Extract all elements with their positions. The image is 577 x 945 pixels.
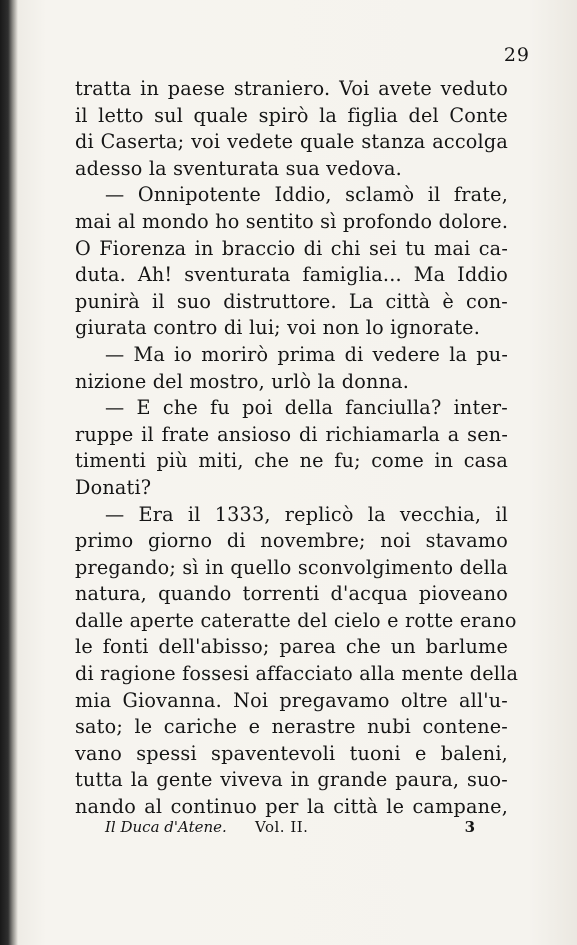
text-line: — Onnipotente Iddio, sclamò il frate, xyxy=(105,183,508,207)
text-line: il letto sul quale spirò la figlia del Conte xyxy=(75,103,508,127)
text-line: timenti più miti, che ne fu; come in casa xyxy=(75,449,508,473)
text-line: tratta in paese straniero. Voi avete veduto xyxy=(75,77,508,100)
signature-mark: 3 xyxy=(464,818,475,836)
text-line: vano spessi spaventevoli tuoni e baleni, xyxy=(75,741,508,765)
text-line: duta. Ah! sventurata famiglia... Ma Iddio xyxy=(75,263,508,287)
footer-volume: Vol. II. xyxy=(255,818,309,836)
book-binding-shadow xyxy=(0,0,18,945)
text-line: giurata contro di lui; voi non lo ignorate. xyxy=(75,316,481,340)
text-line: tutta la gente viveva in grande paura, suo- xyxy=(75,768,508,792)
page-footer xyxy=(105,818,475,842)
text-line: punirà il suo distruttore. La città è con- xyxy=(75,289,508,313)
text-line: adesso la sventurata sua vedova. xyxy=(75,156,402,180)
body-text xyxy=(75,76,519,821)
text-line: nando al continuo per la città le campane, xyxy=(75,795,508,819)
text-line: di ragione fossesi affacciato alla mente della xyxy=(75,662,519,686)
text-line: dalle aperte cateratte del cielo e rotte erano xyxy=(75,608,517,632)
page-number: 29 xyxy=(503,44,530,66)
text-line: primo giorno di novembre; noi stavamo xyxy=(75,529,508,553)
text-line: di Caserta; voi vedete quale stanza accolga xyxy=(75,130,508,154)
text-line: nizione del mostro, urlò la donna. xyxy=(75,369,410,393)
text-line: — E che fu poi della fanciulla? inter- xyxy=(105,396,508,420)
text-line: mia Giovanna. Noi pregavamo oltre all'u- xyxy=(75,688,508,712)
text-line: mai al mondo ho sentito sì profondo dolore. xyxy=(75,209,509,233)
text-line: ruppe il frate ansioso di richiamarla a sen- xyxy=(75,422,508,446)
footer-book-title: Il Duca d'Atene. xyxy=(105,818,227,836)
text-line: — Era il 1333, replicò la vecchia, il xyxy=(105,502,508,526)
text-line: sato; le cariche e nerastre nubi contene- xyxy=(75,715,508,739)
text-line: O Fiorenza in braccio di chi sei tu mai ca- xyxy=(75,236,508,260)
text-line: le fonti dell'abisso; parea che un barlume xyxy=(75,635,508,659)
text-line: natura, quando torrenti d'acqua pioveano xyxy=(75,582,508,606)
text-line: Donati? xyxy=(75,475,152,499)
text-line: — Ma io morirò prima di vedere la pu- xyxy=(105,342,508,366)
text-line: pregando; sì in quello sconvolgimento della xyxy=(75,555,508,579)
